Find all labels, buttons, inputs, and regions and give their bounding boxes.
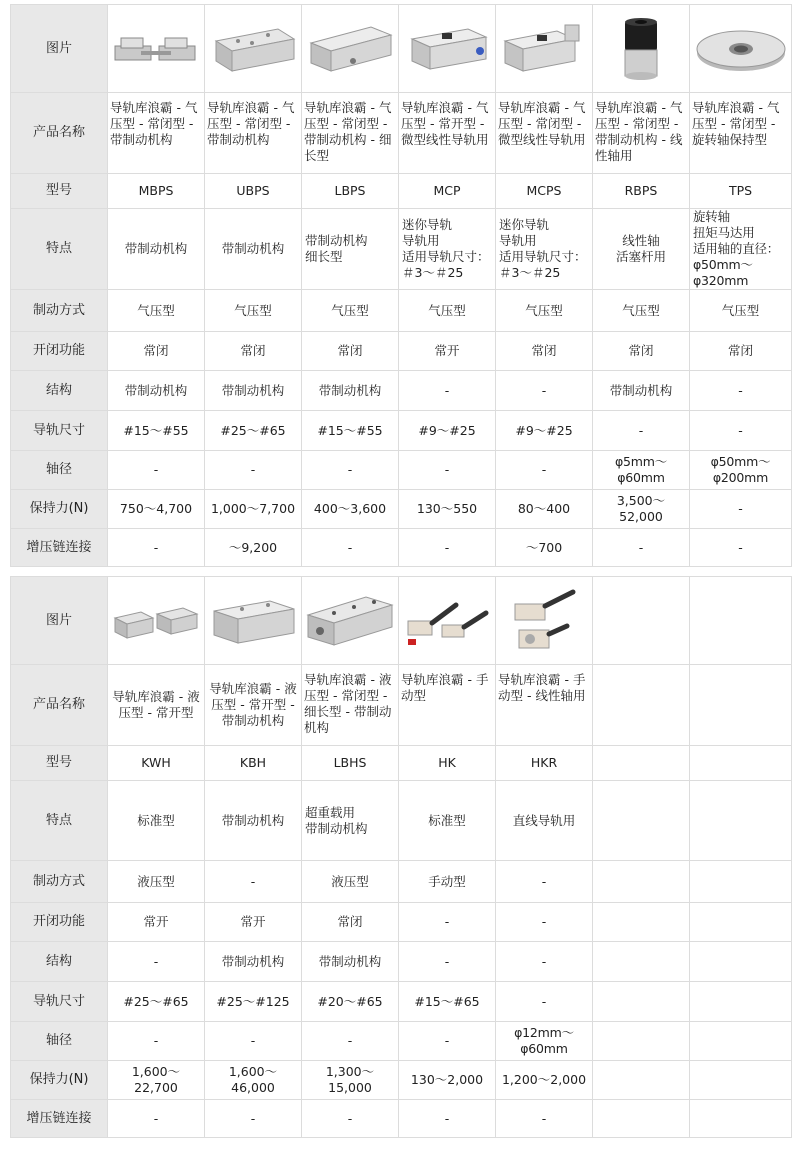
row-holding-force (11, 1061, 792, 1100)
empty-cell (690, 1022, 792, 1061)
row-model (11, 174, 792, 209)
row-header-open-close: 开闭功能 (11, 332, 108, 371)
product-name: 导轨库浪霸 - 气压型 - 常开型 - 微型线性导轨用 (399, 93, 496, 174)
row-header-booster: 增压链连接 (11, 1100, 108, 1138)
row-rail-size (11, 982, 792, 1022)
structure: 带制动机构 (302, 942, 399, 982)
row-header-image: 图片 (11, 577, 108, 665)
empty-cell (690, 746, 792, 781)
manual-shaft-icon (499, 586, 589, 656)
feature-text: 标准型 (399, 781, 496, 861)
row-header-structure: 结构 (11, 942, 108, 982)
ring-disc-icon (693, 19, 789, 79)
product-image-kwh (108, 577, 205, 665)
row-feature (11, 781, 792, 861)
empty-cell (593, 942, 690, 982)
mini-block-icon (402, 21, 492, 77)
empty-cell (690, 861, 792, 903)
shaft-diameter: φ12mm～φ60mm (496, 1022, 593, 1061)
shaft-diameter: - (108, 451, 205, 490)
open-close: 常闭 (690, 332, 792, 371)
empty-cell (593, 781, 690, 861)
product-name: 导轨库浪霸 - 气压型 - 常闭型 - 带制动机构 - 线性轴用 (593, 93, 690, 174)
holding-force: 130～2,000 (399, 1061, 496, 1100)
empty-cell (593, 1100, 690, 1138)
flat-block-icon (208, 21, 298, 77)
product-image-mcp (399, 5, 496, 93)
product-image-lbhs (302, 577, 399, 665)
model-code: MCPS (496, 174, 593, 209)
row-shaft (11, 1022, 792, 1061)
row-header-rail: 导轨尺寸 (11, 982, 108, 1022)
feature-text: 迷你导轨 导轨用 适用导轨尺寸： ＃3～＃25 (496, 209, 593, 290)
open-close: 常闭 (302, 332, 399, 371)
structure: - (399, 942, 496, 982)
row-brake-type (11, 290, 792, 332)
brake-type: 气压型 (593, 290, 690, 332)
rail-size: - (593, 411, 690, 451)
row-header-rail: 导轨尺寸 (11, 411, 108, 451)
brake-type: 气压型 (302, 290, 399, 332)
empty-cell (690, 665, 792, 746)
row-shaft (11, 451, 792, 490)
brake-type: 液压型 (302, 861, 399, 903)
holding-force: 750～4,700 (108, 490, 205, 529)
brake-type: 气压型 (399, 290, 496, 332)
model-code: KWH (108, 746, 205, 781)
row-brake-type (11, 861, 792, 903)
open-close: 常闭 (302, 903, 399, 942)
shaft-diameter: φ5mm～φ60mm (593, 451, 690, 490)
holding-force: 1,000～7,700 (205, 490, 302, 529)
feature-text: 标准型 (108, 781, 205, 861)
product-name: 导轨库浪霸 - 气压型 - 常闭型 - 带制动机构 (205, 93, 302, 174)
model-code: LBHS (302, 746, 399, 781)
product-name: 导轨库浪霸 - 气压型 - 常闭型 - 带制动机构 - 细长型 (302, 93, 399, 174)
product-image-tps (690, 5, 792, 93)
open-close: 常开 (108, 903, 205, 942)
row-header-force: 保持力(N) (11, 490, 108, 529)
row-header-shaft: 轴径 (11, 1022, 108, 1061)
empty-cell (593, 903, 690, 942)
row-header-name: 产品名称 (11, 665, 108, 746)
holding-force: 3,500～52,000 (593, 490, 690, 529)
shaft-diameter: - (302, 1022, 399, 1061)
compact-brake-icon (111, 24, 201, 74)
shaft-diameter: - (205, 1022, 302, 1061)
empty-cell (690, 903, 792, 942)
product-table-1 (10, 4, 792, 567)
structure: 带制动机构 (593, 371, 690, 411)
product-name: 导轨库浪霸 - 液压型 - 常闭型 - 细长型 - 带制动机构 (302, 665, 399, 746)
row-feature (11, 209, 792, 290)
booster-link: - (108, 529, 205, 567)
rail-size: #15～#55 (108, 411, 205, 451)
open-close: 常开 (399, 332, 496, 371)
row-header-force: 保持力(N) (11, 1061, 108, 1100)
empty-cell (593, 665, 690, 746)
row-open-close (11, 903, 792, 942)
model-code: RBPS (593, 174, 690, 209)
brake-type: 气压型 (205, 290, 302, 332)
structure: - (496, 371, 593, 411)
brake-type: 气压型 (496, 290, 593, 332)
model-code: MCP (399, 174, 496, 209)
empty-cell (690, 781, 792, 861)
structure: 带制动机构 (205, 371, 302, 411)
model-code: HK (399, 746, 496, 781)
row-product-name (11, 93, 792, 174)
shaft-diameter: φ50mm～φ200mm (690, 451, 792, 490)
product-table-2 (10, 576, 792, 1138)
brake-type: - (496, 861, 593, 903)
model-code: MBPS (108, 174, 205, 209)
feature-text: 带制动机构 (205, 781, 302, 861)
row-model (11, 746, 792, 781)
model-code: LBPS (302, 174, 399, 209)
open-close: 常闭 (205, 332, 302, 371)
product-name: 导轨库浪霸 - 液压型 - 常开型 (108, 665, 205, 746)
feature-text: 线性轴 活塞杆用 (593, 209, 690, 290)
structure: - (108, 942, 205, 982)
booster-link: - (108, 1100, 205, 1138)
shaft-diameter: - (399, 451, 496, 490)
feature-text: 带制动机构 (205, 209, 302, 290)
booster-link: - (690, 529, 792, 567)
empty-cell (690, 577, 792, 665)
booster-link: - (302, 529, 399, 567)
structure: - (496, 942, 593, 982)
rail-size: #15～#55 (302, 411, 399, 451)
row-header-brake: 制动方式 (11, 861, 108, 903)
structure: 带制动机构 (205, 942, 302, 982)
holding-force: 1,300～15,000 (302, 1061, 399, 1100)
structure: 带制动机构 (302, 371, 399, 411)
shaft-diameter: - (399, 1022, 496, 1061)
product-name: 导轨库浪霸 - 气压型 - 常闭型 - 带制动机构 (108, 93, 205, 174)
row-header-image: 图片 (11, 5, 108, 93)
rail-size: #25～#65 (205, 411, 302, 451)
shaft-diameter: - (302, 451, 399, 490)
brake-type: 液压型 (108, 861, 205, 903)
shaft-diameter: - (496, 451, 593, 490)
empty-cell (690, 982, 792, 1022)
booster-link: ～9,200 (205, 529, 302, 567)
row-holding-force (11, 490, 792, 529)
booster-link: - (399, 529, 496, 567)
empty-cell (593, 577, 690, 665)
brake-type: 气压型 (690, 290, 792, 332)
feature-text: 直线导轨用 (496, 781, 593, 861)
rail-size: #15～#65 (399, 982, 496, 1022)
product-image-hkr (496, 577, 593, 665)
brake-type: - (205, 861, 302, 903)
row-header-feature: 特点 (11, 781, 108, 861)
product-name: 导轨库浪霸 - 手动型 - 线性轴用 (496, 665, 593, 746)
row-header-shaft: 轴径 (11, 451, 108, 490)
holding-force: 1,200～2,000 (496, 1061, 593, 1100)
empty-cell (593, 1061, 690, 1100)
manual-lever-icon (402, 591, 492, 651)
product-name: 导轨库浪霸 - 液压型 - 常开型 - 带制动机构 (205, 665, 302, 746)
empty-cell (690, 1061, 792, 1100)
open-close: 常闭 (496, 332, 593, 371)
brake-type: 手动型 (399, 861, 496, 903)
structure: - (690, 371, 792, 411)
feature-text: 带制动机构 (108, 209, 205, 290)
model-code: TPS (690, 174, 792, 209)
brake-type: 气压型 (108, 290, 205, 332)
product-name: 导轨库浪霸 - 气压型 - 常闭型 - 微型线性导轨用 (496, 93, 593, 174)
open-close: 常开 (205, 903, 302, 942)
booster-link: - (496, 1100, 593, 1138)
holding-force: 80～400 (496, 490, 593, 529)
row-structure (11, 942, 792, 982)
booster-link: ～700 (496, 529, 593, 567)
product-image-lbps (302, 5, 399, 93)
row-image (11, 5, 792, 93)
feature-text: 旋转轴 扭矩马达用 适用轴的直径： φ50mm～φ320mm (690, 209, 792, 290)
row-header-structure: 结构 (11, 371, 108, 411)
product-name: 导轨库浪霸 - 手动型 (399, 665, 496, 746)
rail-size: - (690, 411, 792, 451)
row-booster (11, 529, 792, 567)
feature-text: 带制动机构 细长型 (302, 209, 399, 290)
rail-size: #25～#65 (108, 982, 205, 1022)
structure: 带制动机构 (108, 371, 205, 411)
row-header-open-close: 开闭功能 (11, 903, 108, 942)
row-booster (11, 1100, 792, 1138)
model-code: KBH (205, 746, 302, 781)
booster-link: - (205, 1100, 302, 1138)
rail-size: #9～#25 (496, 411, 593, 451)
row-header-feature: 特点 (11, 209, 108, 290)
open-close: 常闭 (108, 332, 205, 371)
open-close: - (496, 903, 593, 942)
hydraulic-long-icon (304, 591, 396, 651)
long-block-icon (305, 21, 395, 77)
empty-cell (593, 1022, 690, 1061)
model-code: HKR (496, 746, 593, 781)
empty-cell (593, 861, 690, 903)
product-image-ubps (205, 5, 302, 93)
feature-text: 超重载用 带制动机构 (302, 781, 399, 861)
booster-link: - (302, 1100, 399, 1138)
rail-size: #9～#25 (399, 411, 496, 451)
rail-size: #25～#125 (205, 982, 302, 1022)
product-image-kbh (205, 577, 302, 665)
row-rail-size (11, 411, 792, 451)
product-image-mbps (108, 5, 205, 93)
booster-link: - (593, 529, 690, 567)
empty-cell (690, 1100, 792, 1138)
row-header-booster: 增压链连接 (11, 529, 108, 567)
empty-cell (593, 746, 690, 781)
holding-force: 400～3,600 (302, 490, 399, 529)
empty-cell (690, 942, 792, 982)
open-close: - (399, 903, 496, 942)
hydraulic-pair-icon (111, 596, 201, 646)
row-product-name (11, 665, 792, 746)
row-open-close (11, 332, 792, 371)
holding-force: 130～550 (399, 490, 496, 529)
structure: - (399, 371, 496, 411)
model-code: UBPS (205, 174, 302, 209)
empty-cell (593, 982, 690, 1022)
row-structure (11, 371, 792, 411)
mini-block-port-icon (499, 19, 589, 79)
product-image-rbps (593, 5, 690, 93)
row-image (11, 577, 792, 665)
rail-size: - (496, 982, 593, 1022)
hydraulic-block-icon (208, 593, 298, 649)
product-image-mcps (496, 5, 593, 93)
holding-force: 1,600～46,000 (205, 1061, 302, 1100)
booster-link: - (399, 1100, 496, 1138)
row-header-model: 型号 (11, 174, 108, 209)
shaft-diameter: - (108, 1022, 205, 1061)
product-image-hk (399, 577, 496, 665)
shaft-diameter: - (205, 451, 302, 490)
holding-force: 1,600～22,700 (108, 1061, 205, 1100)
feature-text: 迷你导轨 导轨用 适用导轨尺寸： ＃3～＃25 (399, 209, 496, 290)
row-header-model: 型号 (11, 746, 108, 781)
cylinder-icon (611, 14, 671, 84)
open-close: 常闭 (593, 332, 690, 371)
rail-size: #20～#65 (302, 982, 399, 1022)
row-header-brake: 制动方式 (11, 290, 108, 332)
product-name: 导轨库浪霸 - 气压型 - 常闭型 - 旋转轴保持型 (690, 93, 792, 174)
row-header-name: 产品名称 (11, 93, 108, 174)
holding-force: - (690, 490, 792, 529)
